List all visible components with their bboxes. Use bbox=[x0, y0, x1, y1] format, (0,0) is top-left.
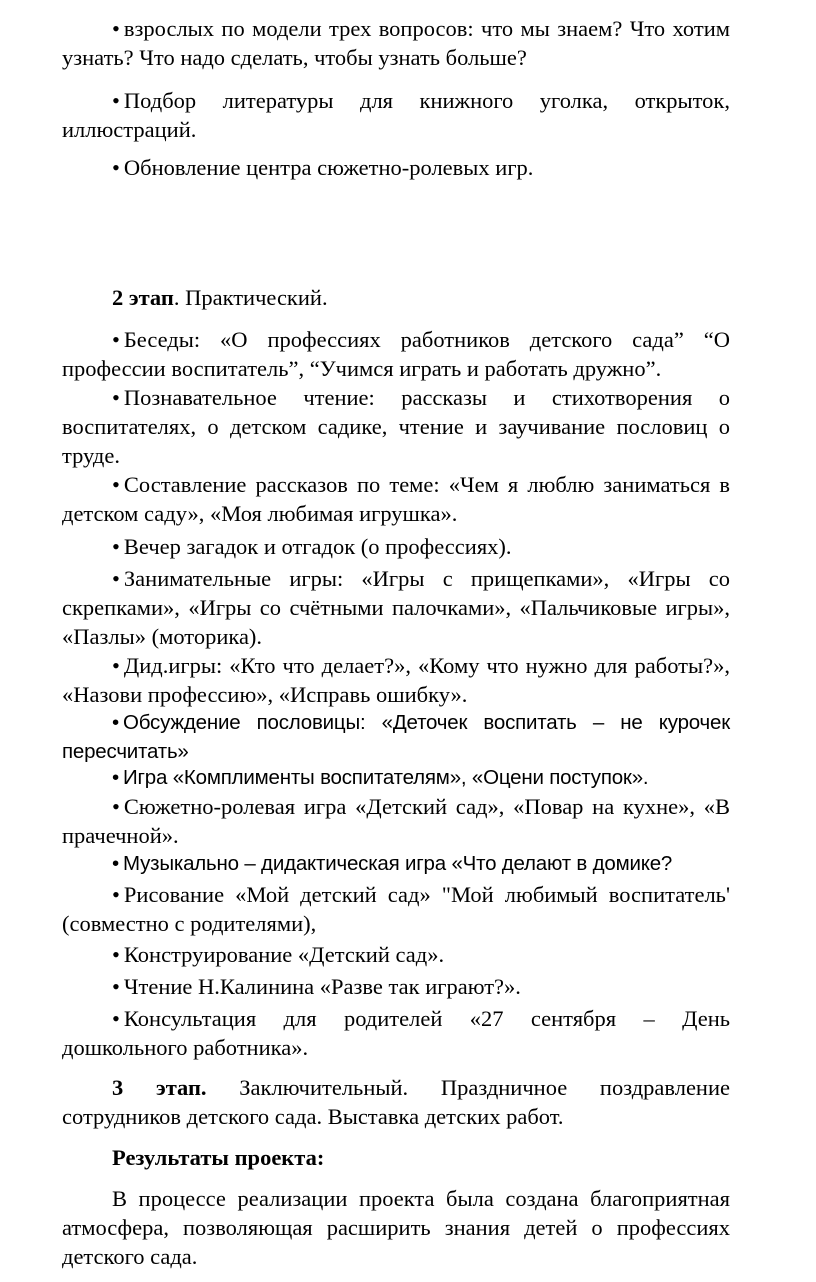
bullet-item: • Конструирование «Детский сад». bbox=[62, 940, 730, 969]
bullet-item: • Дид.игры: «Кто что делает?», «Кому что нужно для работы?», «Назови профессию», «Исправь ошибку». bbox=[62, 651, 730, 709]
results-paragraph: В процессе реализации проекта была создана благоприятная атмосфера, позволяющая расширить знания детей о профессиях детского сада. bbox=[62, 1186, 730, 1269]
bullet-item: • Чтение Н.Калинина «Разве так играют?». bbox=[62, 972, 730, 1001]
bullet-item: • Занимательные игры: «Игры с прищепками», «Игры со скрепками», «Игры со счётными палочками», «Пальчиковые игры», «Пазлы» (моторика). bbox=[62, 564, 730, 651]
bullet-item: • Подбор литературы для книжного уголка, открыток, иллюстраций. bbox=[62, 86, 730, 144]
bullet-item: • Составление рассказов по теме: «Чем я люблю заниматься в детском саду», «Моя любимая игрушка». bbox=[62, 470, 730, 528]
bullet-item: • Вечер загадок и отгадок (о профессиях). bbox=[62, 532, 730, 561]
bullet-item: • Музыкально – дидактическая игра «Что делают в домике? bbox=[62, 849, 730, 878]
results-heading: Результаты проекта: bbox=[112, 1145, 325, 1170]
bullet-item: • Обновление центра сюжетно-ролевых игр. bbox=[62, 153, 730, 182]
stage-2-label: 2 этап bbox=[112, 285, 174, 310]
bullet-item: • Рисование «Мой детский сад» "Мой любимый воспитатель' (совместно с родителями), bbox=[62, 880, 730, 938]
stage-3-label: 3 этап. bbox=[112, 1075, 207, 1100]
bullet-item: • Консультация для родителей «27 сентября – День дошкольного работника». bbox=[62, 1004, 730, 1062]
bullet-item: • Игра «Комплименты воспитателям», «Оцени поступок». bbox=[62, 763, 730, 792]
stage-2-text: . Практический. bbox=[173, 285, 328, 310]
bullet-item: • взрослых по модели трех вопросов: что мы знаем? Что хотим узнать? Что надо сделать, чтобы узнать больше? bbox=[62, 14, 730, 72]
bullet-item: • Сюжетно-ролевая игра «Детский сад», «Повар на кухне», «В прачечной». bbox=[62, 792, 730, 850]
bullet-item: • Беседы: «О профессиях работников детского сада” “О профессии воспитатель”, “Учимся играть и работать дружно”. bbox=[62, 325, 730, 383]
stage-2-heading bbox=[62, 283, 730, 312]
stage-3-text: Заключительный. Праздничное поздравление сотрудников детского сада. Выставка детских работ. bbox=[62, 1075, 730, 1129]
bullet-item: • Познавательное чтение: рассказы и стихотворения о воспитателях, о детском садике, чтение и заучивание пословиц о труде. bbox=[62, 383, 730, 470]
stage-3-paragraph bbox=[62, 1073, 730, 1131]
bullet-item: • Обсуждение пословицы: «Деточек воспитать – не курочек пересчитать» bbox=[62, 708, 730, 766]
